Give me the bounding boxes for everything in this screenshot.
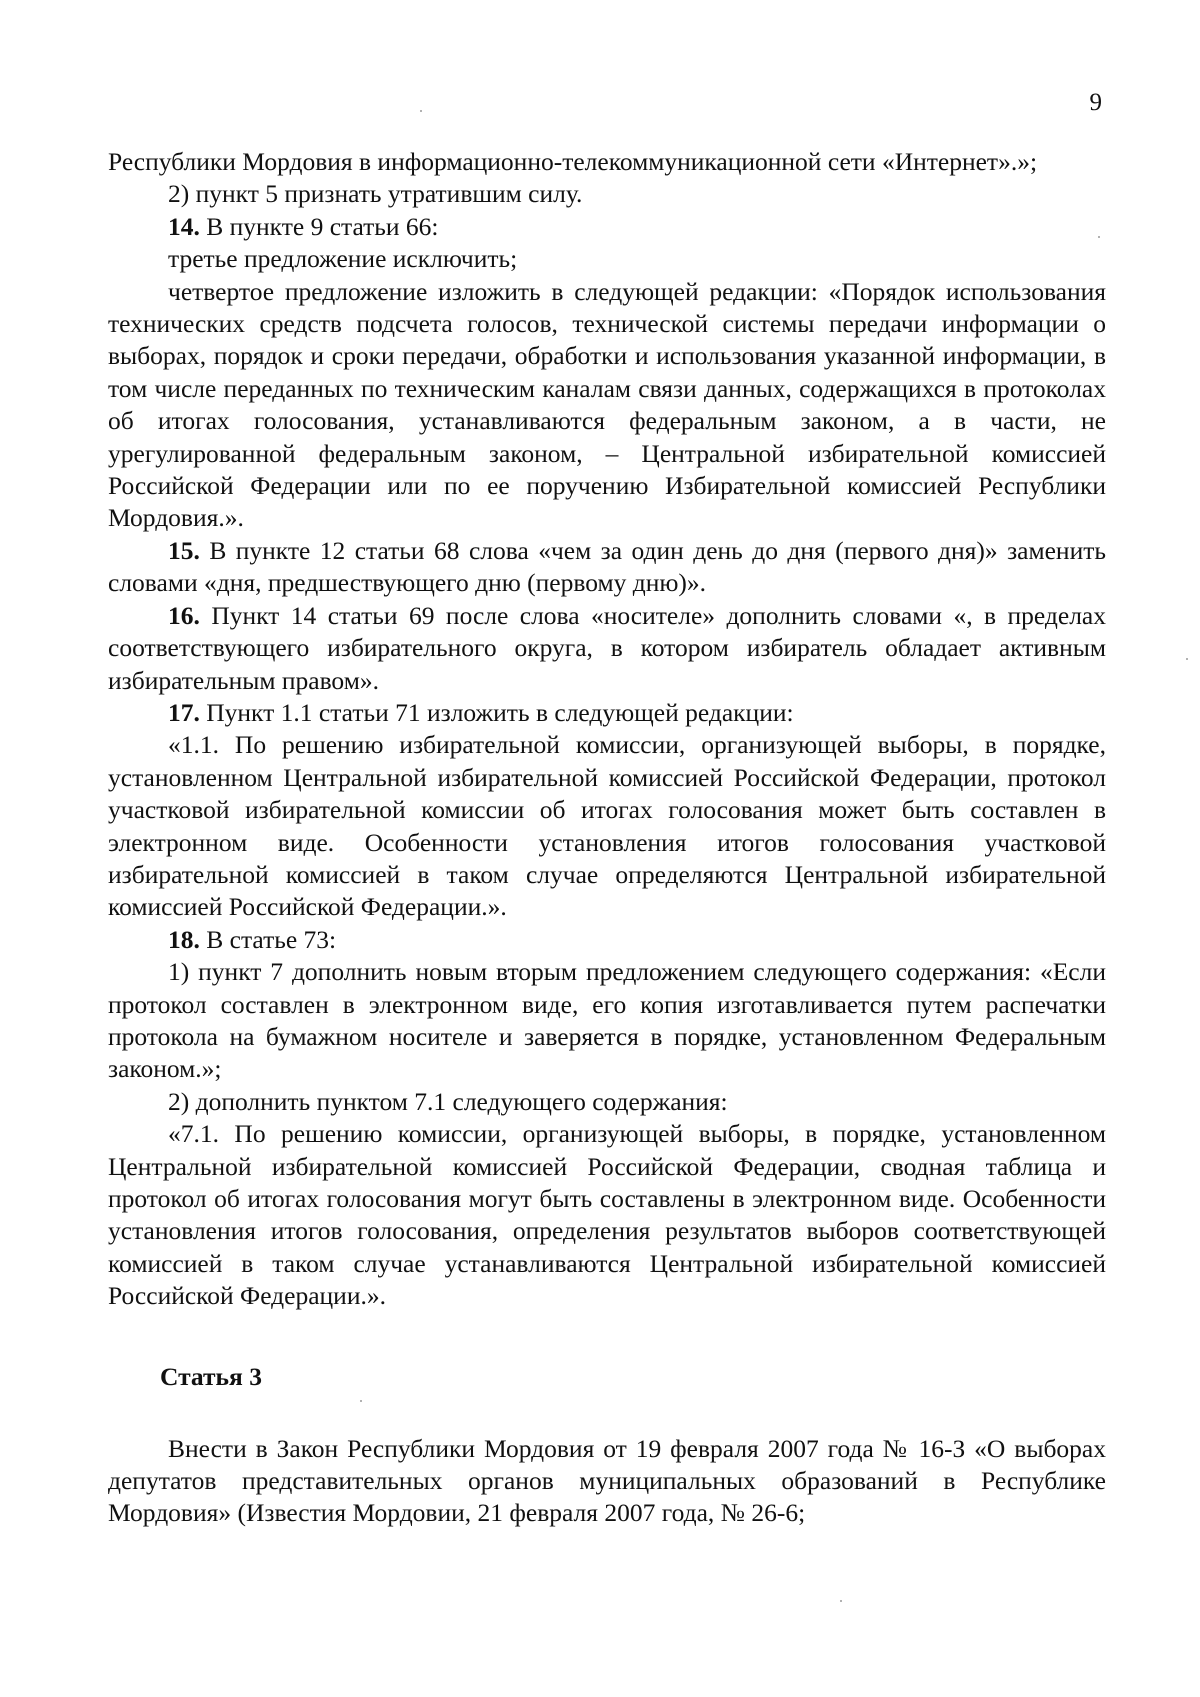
paragraph-text: «7.1. По решению комиссии, организующей выборы, в порядке, установленном Центральной избирательной комиссией Российской Федерации, сводная таблица и протокол об итогах голосования могут быть составлены в электронном виде. Особенности установления итогов голосования, определения результатов выборов соответствующей комиссией в таком случае устанавливаются Центральной избирательной комиссией Российской Федерации.». (108, 1119, 1106, 1311)
article-heading: Статья 3 (160, 1361, 262, 1391)
paragraph (108, 924, 1106, 956)
paragraph-text: Пункт 1.1 статьи 71 изложить в следующей редакции: (199, 697, 794, 727)
paragraph-text: 2) пункт 5 признать утратившим силу. (168, 179, 583, 209)
paragraph (108, 1118, 1106, 1312)
paragraph (108, 1086, 1106, 1118)
page-number: 9 (1089, 89, 1102, 116)
item-number: 16. (168, 600, 200, 630)
scan-speck (360, 1400, 362, 1402)
paragraph (108, 697, 1106, 729)
item-number: 14. (168, 211, 200, 241)
paragraph-text: третье предложение исключить; (168, 244, 518, 274)
paragraph (108, 146, 1106, 178)
paragraph-text: В пункте 9 статьи 66: (199, 211, 439, 241)
scan-speck (420, 110, 422, 112)
paragraph (108, 956, 1106, 1086)
paragraph (108, 276, 1106, 535)
paragraph (108, 211, 1106, 243)
item-number: 18. (168, 924, 200, 954)
item-number: 17. (168, 697, 200, 727)
paragraph (108, 243, 1106, 275)
paragraph-text: 1) пункт 7 дополнить новым вторым предложением следующего содержания: «Если протокол составлен в электронном виде, его копия изготавливается путем распечатки протокола на бумажном носителе и заверяется в порядке, установленном Федеральным законом.»; (108, 957, 1106, 1084)
paragraph-text: 2) дополнить пунктом 7.1 следующего содержания: (168, 1086, 728, 1116)
paragraph (108, 600, 1106, 697)
paragraph-text: Пункт 14 статьи 69 после слова «носителе» дополнить словами «, в пределах соответствующего избирательного округа, в котором избиратель обладает активным избирательным правом». (108, 600, 1106, 695)
paragraph (108, 178, 1106, 210)
paragraph-text: «1.1. По решению избирательной комиссии, организующей выборы, в порядке, установленном Центральной избирательной комиссией Российской Федерации, протокол участковой избирательной комиссии об итогах голосования может быть составлен в электронном виде. Особенности установления итогов голосования участковой избирательной комиссией в таком случае определяются Центральной избирательной комиссией Российской Федерации.». (108, 730, 1106, 922)
amendment-paragraphs (108, 146, 1106, 1313)
paragraph-text: четвертое предложение изложить в следующей редакции: «Порядок использования технических средств подсчета голосов, технической системы передачи информации о выборах, порядок и сроки передачи, обработки и использования указанной информации, в том числе переданных по техническим каналам связи данных, содержащихся в протоколах об итогах голосования, устанавливаются федеральным законом, а в части, не урегулированной федеральным законом, – Центральной избирательной комиссией Российской Федерации или по ее поручению Избирательной комиссией Республики Мордовия.». (108, 276, 1106, 533)
article-3-paragraph: Внести в Закон Республики Мордовия от 19 февраля 2007 года № 16-З «О выборах депутатов представительных органов муниципальных образований в Республике Мордовия» (Известия Мордовии, 21 февраля 2007 года, № 26-6; (108, 1433, 1106, 1528)
paragraph-text: В статье 73: (199, 924, 337, 954)
document-body (108, 146, 1106, 1530)
paragraph (108, 729, 1106, 923)
paragraph-text: Республики Мордовия в информационно-телекоммуникационной сети «Интернет».»; (108, 147, 1038, 176)
paragraph (108, 535, 1106, 600)
scan-speck (1098, 236, 1100, 238)
scan-speck (1186, 658, 1188, 660)
paragraph-text: В пункте 12 статьи 68 слова «чем за один день до дня (первого дня)» заменить словами «дня, предшествующего дню (первому дню)». (108, 535, 1106, 598)
item-number: 15. (168, 535, 200, 565)
scan-speck (840, 1600, 842, 1602)
